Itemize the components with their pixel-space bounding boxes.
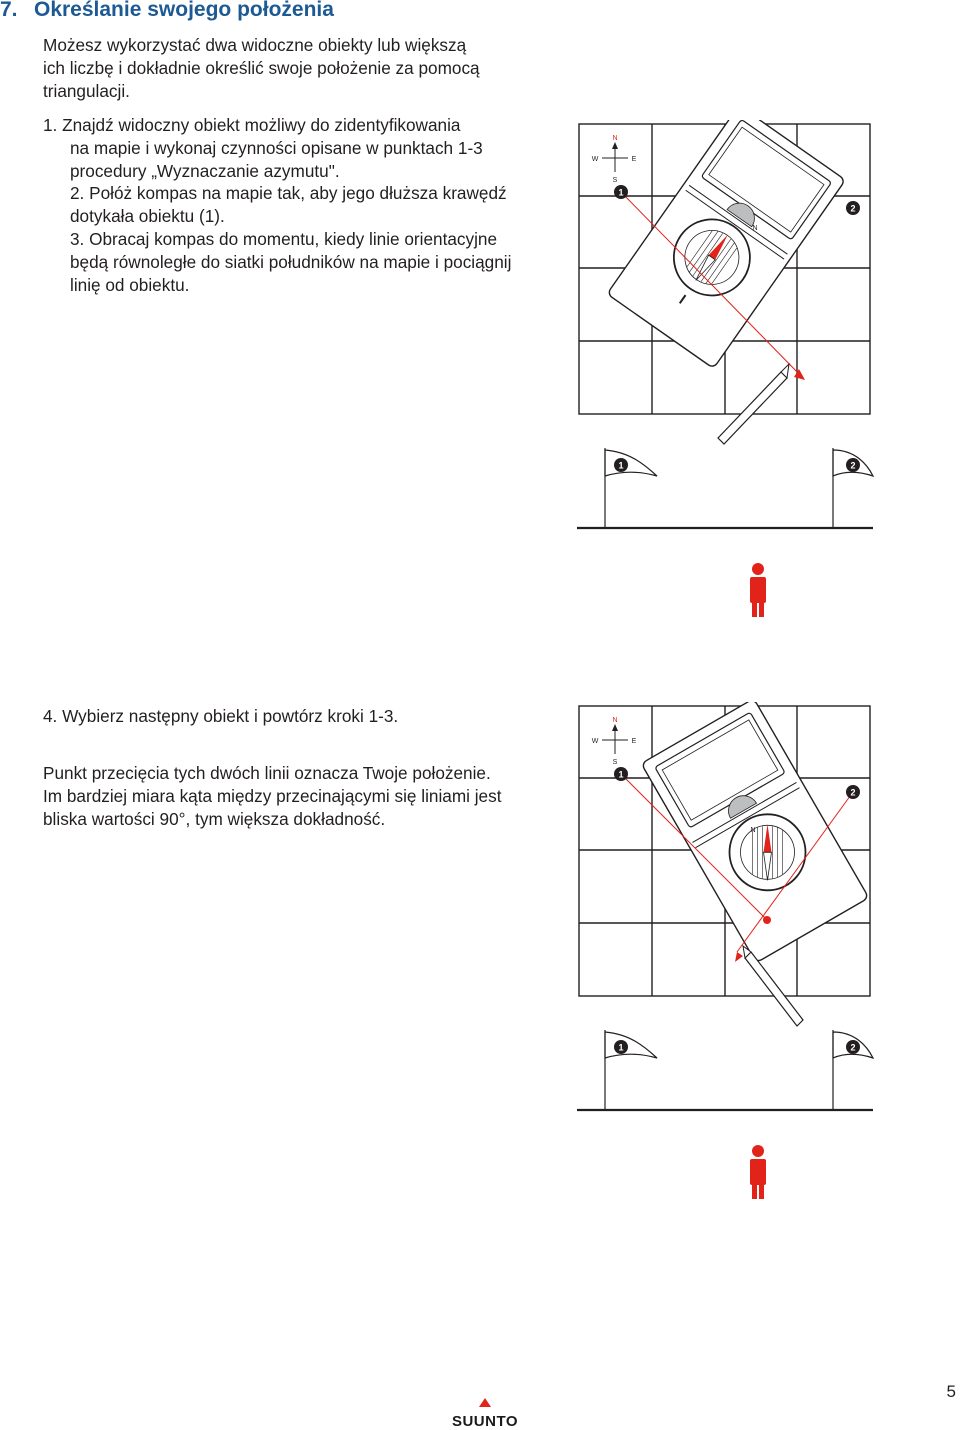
pencil-icon [743, 946, 803, 1026]
svg-text:2: 2 [850, 460, 856, 471]
svg-text:2: 2 [850, 1042, 856, 1053]
dial-n-label: N [752, 225, 758, 232]
step-line: na mapie i wykonaj czynności opisane w punktach 1-3 [70, 137, 483, 158]
map-marker-2 [846, 785, 860, 799]
step-line: procedury „Wyznaczanie azymutu". [70, 160, 340, 181]
person-icon [750, 563, 766, 617]
step4-line: 4. Wybierz następny obiekt i powtórz kroki 1-3. [43, 706, 399, 726]
logo-triangle-icon [479, 1398, 491, 1407]
brand-name: SUUNTO [451, 1413, 519, 1430]
flag-1 [605, 448, 657, 528]
rose-e-label: E [631, 738, 637, 745]
step4-paragraph [43, 705, 398, 728]
rose-n-label: N [612, 135, 618, 142]
steps-paragraph [43, 114, 511, 296]
intro-line: ich liczbę i dokładnie określić swoje położenie za pomocą [43, 57, 480, 78]
intro-paragraph [43, 34, 480, 102]
section-number: 7. [0, 0, 18, 21]
flag-1 [605, 1030, 657, 1110]
step-line: linię od obiektu. [70, 274, 190, 295]
conclusion-line: Punkt przecięcia tych dwóch linii oznacza Twoje położenie. [43, 763, 491, 783]
person-icon [750, 1145, 766, 1199]
pencil-icon [718, 364, 789, 444]
rose-s-label: S [612, 759, 618, 766]
compass-rose [592, 135, 637, 184]
map-marker-2 [846, 201, 860, 215]
rose-s-label: S [612, 177, 618, 184]
section-heading [0, 0, 334, 22]
rose-w-label: W [591, 738, 599, 745]
section-title: Określanie swojego położenia [34, 0, 334, 21]
compass-baseplate [607, 120, 845, 368]
step-line: będą równoległe do siatki południków na mapie i pociągnij [70, 251, 512, 272]
flag-2 [833, 1030, 873, 1110]
flag-2 [833, 448, 873, 528]
rose-n-label: N [612, 717, 618, 724]
svg-text:2: 2 [850, 203, 856, 214]
step-line: 3. Obracaj kompas do momentu, kiedy linie orientacyjne [70, 228, 498, 249]
step-line: dotykała obiektu (1). [70, 206, 225, 227]
position-point [763, 916, 771, 924]
map-marker-1 [614, 767, 628, 781]
brand-logo [440, 1394, 530, 1430]
intro-line: Możesz wykorzystać dwa widoczne obiekty lub większą [43, 35, 467, 55]
bearing-arrowhead [735, 952, 743, 962]
dial-n-label: N [750, 827, 756, 834]
conclusion-paragraph [43, 762, 501, 830]
svg-text:2: 2 [850, 787, 856, 798]
rose-e-label: E [631, 156, 637, 163]
svg-text:1: 1 [618, 187, 624, 198]
rose-w-label: W [591, 156, 599, 163]
compass-rose [592, 717, 637, 766]
step-line: 2. Połóż kompas na mapie tak, aby jego dłuższa krawędź [70, 183, 507, 204]
svg-text:1: 1 [618, 1042, 624, 1053]
page-number: 5 [946, 1382, 956, 1401]
conclusion-line: bliska wartości 90°, tym większa dokładność. [43, 808, 386, 829]
map-marker-1 [614, 185, 628, 199]
triangulation-diagram-1 [575, 120, 875, 620]
svg-text:1: 1 [618, 460, 624, 471]
step-line: 1. Znajdź widoczny obiekt możliwy do zidentyfikowania [43, 115, 461, 135]
conclusion-line: Im bardziej miara kąta między przecinającymi się liniami jest [43, 785, 502, 806]
triangulation-diagram-2 [575, 702, 875, 1202]
svg-text:1: 1 [618, 769, 624, 780]
intro-line: triangulacji. [43, 80, 130, 101]
